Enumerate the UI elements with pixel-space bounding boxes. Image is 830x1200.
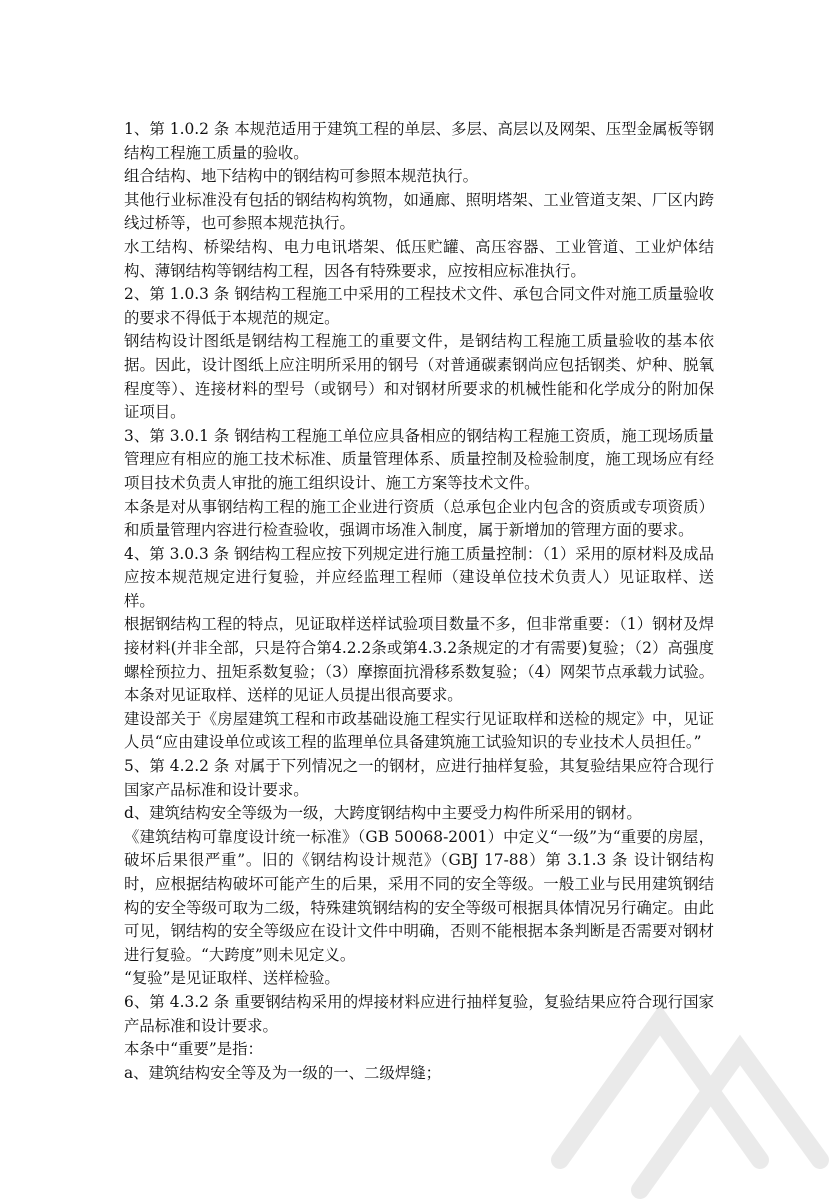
paragraph-11: 建设部关于《房屋建筑工程和市政基础设施工程实行见证取样和送检的规定》中，见证人员“应由建设单位或该工程的监理单位具备建筑施工试验知识的专业技术人员担任。” (124, 709, 714, 752)
paragraph-6: 钢结构设计图纸是钢结构工程施工的重要文件，是钢结构工程施工质量验收的基本依据。因此，设计图纸上应注明所采用的钢号（对普通碳素钢尚应包括钢类、炉种、脱氧程度等）、连接材料的型号（或钢号）和对钢材所要求的机械性能和化学成分的附加保证项目。 (124, 332, 714, 422)
paragraph-9: 4、第 3.0.3 条 钢结构工程应按下列规定进行施工质量控制：（1）采用的原材料及成品应按本规范规定进行复验，并应经监理工程师（建设单位技术负责人）见证取样、送样。 (124, 544, 714, 610)
paragraph-4: 水工结构、桥梁结构、电力电讯塔架、低压贮罐、高压容器、工业管道、工业炉体结构、薄钢结构等钢结构工程，因各有特殊要求，应按相应标准执行。 (124, 237, 714, 280)
paragraph-14: 《建筑结构可靠度设计统一标准》（GB 50068-2001）中定义“一级”为“重要的房屋，破坏后果很严重”。旧的《钢结构设计规范》（GBJ 17-88）第 3.1.3 条 设计钢结构时，应根据结构破坏可能产生的后果，采用不同的安全等级。一般工业与民用建筑钢结构的安全等级可取为二级，特殊建筑钢结构的安全等级可根据具体情况另行确定。由此可见，钢结构的安全等级应在设计文件中明确，否则不能根据本条判断是否需要对钢材进行复验。“大跨度”则未见定义。 (124, 827, 714, 964)
paragraph-3: 其他行业标准没有包括的钢结构构筑物，如通廊、照明塔架、工业管道支架、厂区内跨线过桥等，也可参照本规范执行。 (124, 190, 714, 233)
paragraph-12: 5、第 4.2.2 条 对属于下列情况之一的钢材，应进行抽样复验，其复验结果应符合现行国家产品标准和设计要求。 (124, 757, 714, 799)
document-body (124, 118, 714, 1085)
paragraph-7: 3、第 3.0.1 条 钢结构工程施工单位应具备相应的钢结构工程施工资质，施工现场质量管理应有相应的施工技术标准、质量管理体系、质量控制及检验制度，施工现场应有经项目技术负责人审批的施工组织设计、施工方案等技术文件。 (124, 426, 714, 492)
paragraph-17: 本条中“重要”是指： (124, 1040, 263, 1059)
paragraph-18: a、建筑结构安全等及为一级的一、二级焊缝； (124, 1063, 441, 1082)
paragraph-2: 组合结构、地下结构中的钢结构可参照本规范执行。 (124, 167, 478, 186)
paragraph-8: 本条是对从事钢结构工程的施工企业进行资质（总承包企业内包含的资质或专项资质）和质量管理内容进行检查验收，强调市场准入制度，属于新增加的管理方面的要求。 (124, 497, 714, 540)
paragraph-1: 1、第 1.0.2 条 本规范适用于建筑工程的单层、多层、高层以及网架、压型金属板等钢结构工程施工质量的验收。 (124, 120, 714, 162)
paragraph-10: 根据钢结构工程的特点，见证取样送样试验项目数量不多，但非常重要：（1）钢材及焊接材料(并非全部，只是符合第4.2.2条或第4.3.2条规定的才有需要)复验；（2）高强度螺栓预拉力、扭矩系数复验；（3）摩擦面抗滑移系数复验；（4）网架节点承载力试验。本条对见证取样、送样的见证人员提出很高要求。 (124, 615, 714, 705)
paragraph-13: d、建筑结构安全等级为一级，大跨度钢结构中主要受力构件所采用的钢材。 (124, 804, 642, 823)
paragraph-5: 2、第 1.0.3 条 钢结构工程施工中采用的工程技术文件、承包合同文件对施工质量验收的要求不得低于本规范的规定。 (124, 285, 714, 327)
paragraph-16: 6、第 4.3.2 条 重要钢结构采用的焊接材料应进行抽样复验，复验结果应符合现行国家产品标准和设计要求。 (124, 992, 714, 1035)
paragraph-15: “复验”是见证取样、送样检验。 (124, 969, 340, 988)
